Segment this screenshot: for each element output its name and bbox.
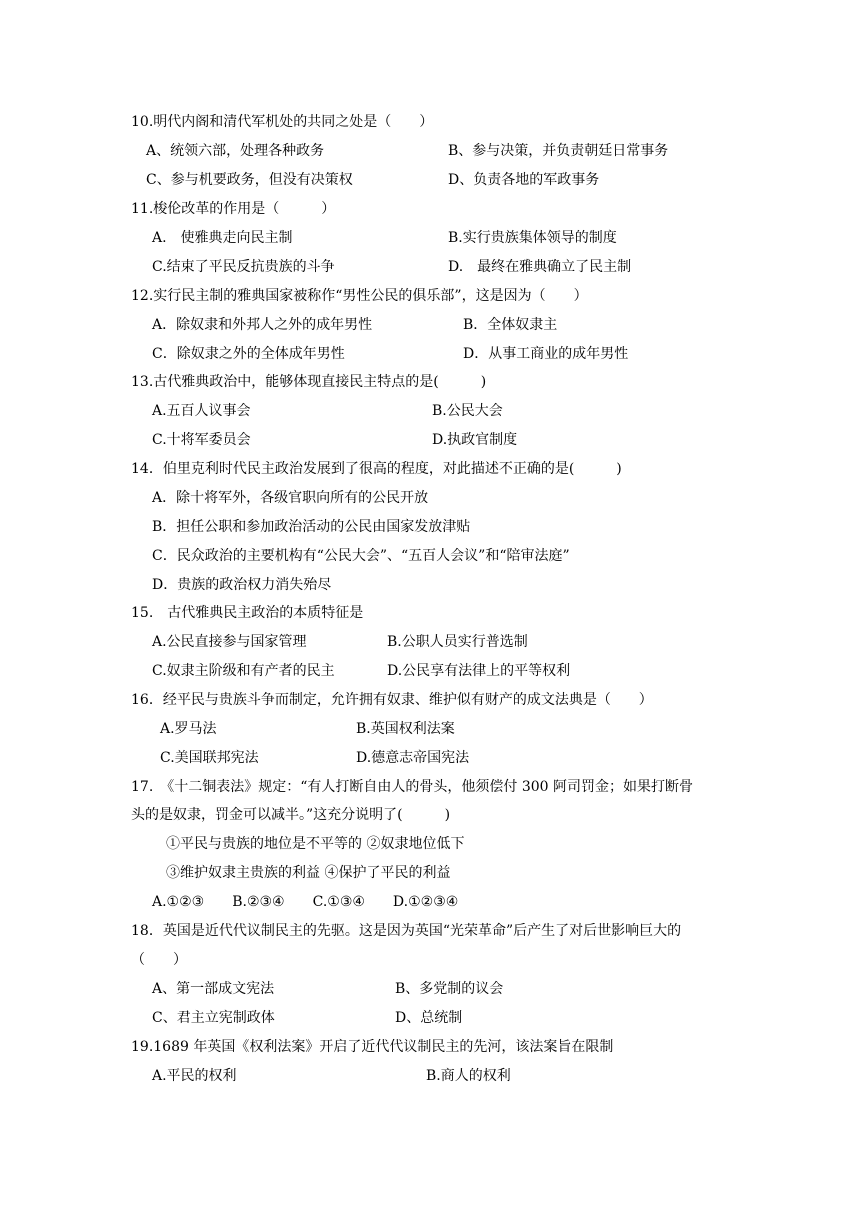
question-19-option-b: B.商人的权利: [426, 1068, 511, 1084]
question-18-option-b: B、多党制的议会: [395, 981, 504, 997]
question-12-option-c: C．除奴隶之外的全体成年男性: [152, 346, 345, 362]
question-16-option-d: D.德意志帝国宪法: [356, 750, 470, 766]
question-10-option-a: A、统领六部，处理各种政务: [146, 143, 325, 159]
question-15-stem: 15. 古代雅典民主政治的本质特征是: [131, 605, 364, 621]
question-16-option-a: A.罗马法: [160, 721, 217, 737]
question-19-stem: 19.1689 年英国《权利法案》开启了近代代议制民主的先河，该法案旨在限制: [131, 1039, 614, 1055]
question-18-option-a: A、第一部成文宪法: [152, 981, 275, 997]
question-14-option-d: D．贵族的政治权力消失殆尽: [152, 577, 332, 593]
question-14-option-a: A．除十将军外，各级官职向所有的公民开放: [152, 490, 429, 506]
question-17-stem: 17. 《十二铜表法》规定：“有人打断自由人的骨头，他须偿付 300 阿司罚金；如果打断骨: [131, 779, 694, 795]
question-10-option-c: C、参与机要政务，但没有决策权: [146, 172, 353, 188]
question-18-stem: 18．英国是近代代议制民主的先驱。这是因为英国“光荣革命”后产生了对后世影响巨大的: [131, 923, 682, 939]
question-11-option-a: A. 使雅典走向民主制: [152, 230, 293, 246]
question-13-option-c: C.十将军委员会: [152, 432, 251, 448]
question-11-stem: 11.梭伦改革的作用是（ ）: [131, 201, 336, 217]
question-12-option-b: B．全体奴隶主: [463, 317, 558, 333]
question-15-option-b: B.公职人员实行普选制: [387, 634, 528, 650]
question-15-option-d: D.公民享有法律上的平等权利: [387, 663, 571, 679]
question-14-option-b: B．担任公职和参加政治活动的公民由国家发放津贴: [152, 519, 471, 535]
question-13-option-a: A.五百人议事会: [152, 403, 251, 419]
question-11-option-c: C.结束了平民反抗贵族的斗争: [152, 259, 335, 275]
question-10-option-b: B、参与决策，并负责朝廷日常事务: [448, 143, 669, 159]
question-18-option-d: D、总统制: [395, 1010, 463, 1026]
question-14-option-c: C．民众政治的主要机构有“公民大会”、“五百人会议”和“陪审法庭”: [152, 548, 570, 564]
question-12-option-d: D．从事工商业的成年男性: [463, 346, 629, 362]
question-11-option-d: D. 最终在雅典确立了民主制: [448, 259, 632, 275]
question-16-option-c: C.美国联邦宪法: [160, 750, 259, 766]
question-12-stem: 12.实行民主制的雅典国家被称作“男性公民的俱乐部”，这是因为（ ）: [131, 288, 588, 304]
question-14-stem: 14．伯里克利时代民主政治发展到了很高的程度，对此描述不正确的是( ): [131, 461, 622, 477]
question-13-option-b: B.公民大会: [432, 403, 503, 419]
question-13-stem: 13.古代雅典政治中，能够体现直接民主特点的是( ): [131, 374, 487, 390]
question-10-stem: 10.明代内阁和清代军机处的共同之处是（ ）: [131, 114, 434, 130]
question-15-option-a: A.公民直接参与国家管理: [152, 634, 307, 650]
question-18-stem-continued: （ ）: [131, 952, 187, 968]
question-19-option-a: A.平民的权利: [152, 1068, 237, 1084]
question-17-options: A.①②③ B.②③④ C.①③④ D.①②③④: [152, 894, 459, 910]
question-12-option-a: A．除奴隶和外邦人之外的成年男性: [152, 317, 373, 333]
question-16-option-b: B.英国权利法案: [356, 721, 455, 737]
question-17-stem-continued: 头的是奴隶，罚金可以减半。”这充分说明了( ): [131, 807, 451, 823]
question-15-option-c: C.奴隶主阶级和有产者的民主: [152, 663, 335, 679]
question-16-stem: 16．经平民与贵族斗争而制定，允许拥有奴隶、维护似有财产的成文法典是（ ）: [131, 692, 653, 708]
question-17-item-2: ③维护奴隶主贵族的利益 ④保护了平民的利益: [166, 865, 451, 881]
question-13-option-d: D.执政官制度: [432, 432, 518, 448]
question-17-item-1: ①平民与贵族的地位是不平等的 ②奴隶地位低下: [166, 836, 465, 852]
question-18-option-c: C、君主立宪制政体: [152, 1010, 275, 1026]
question-10-option-d: D、负责各地的军政事务: [448, 172, 600, 188]
question-11-option-b: B.实行贵族集体领导的制度: [448, 230, 617, 246]
